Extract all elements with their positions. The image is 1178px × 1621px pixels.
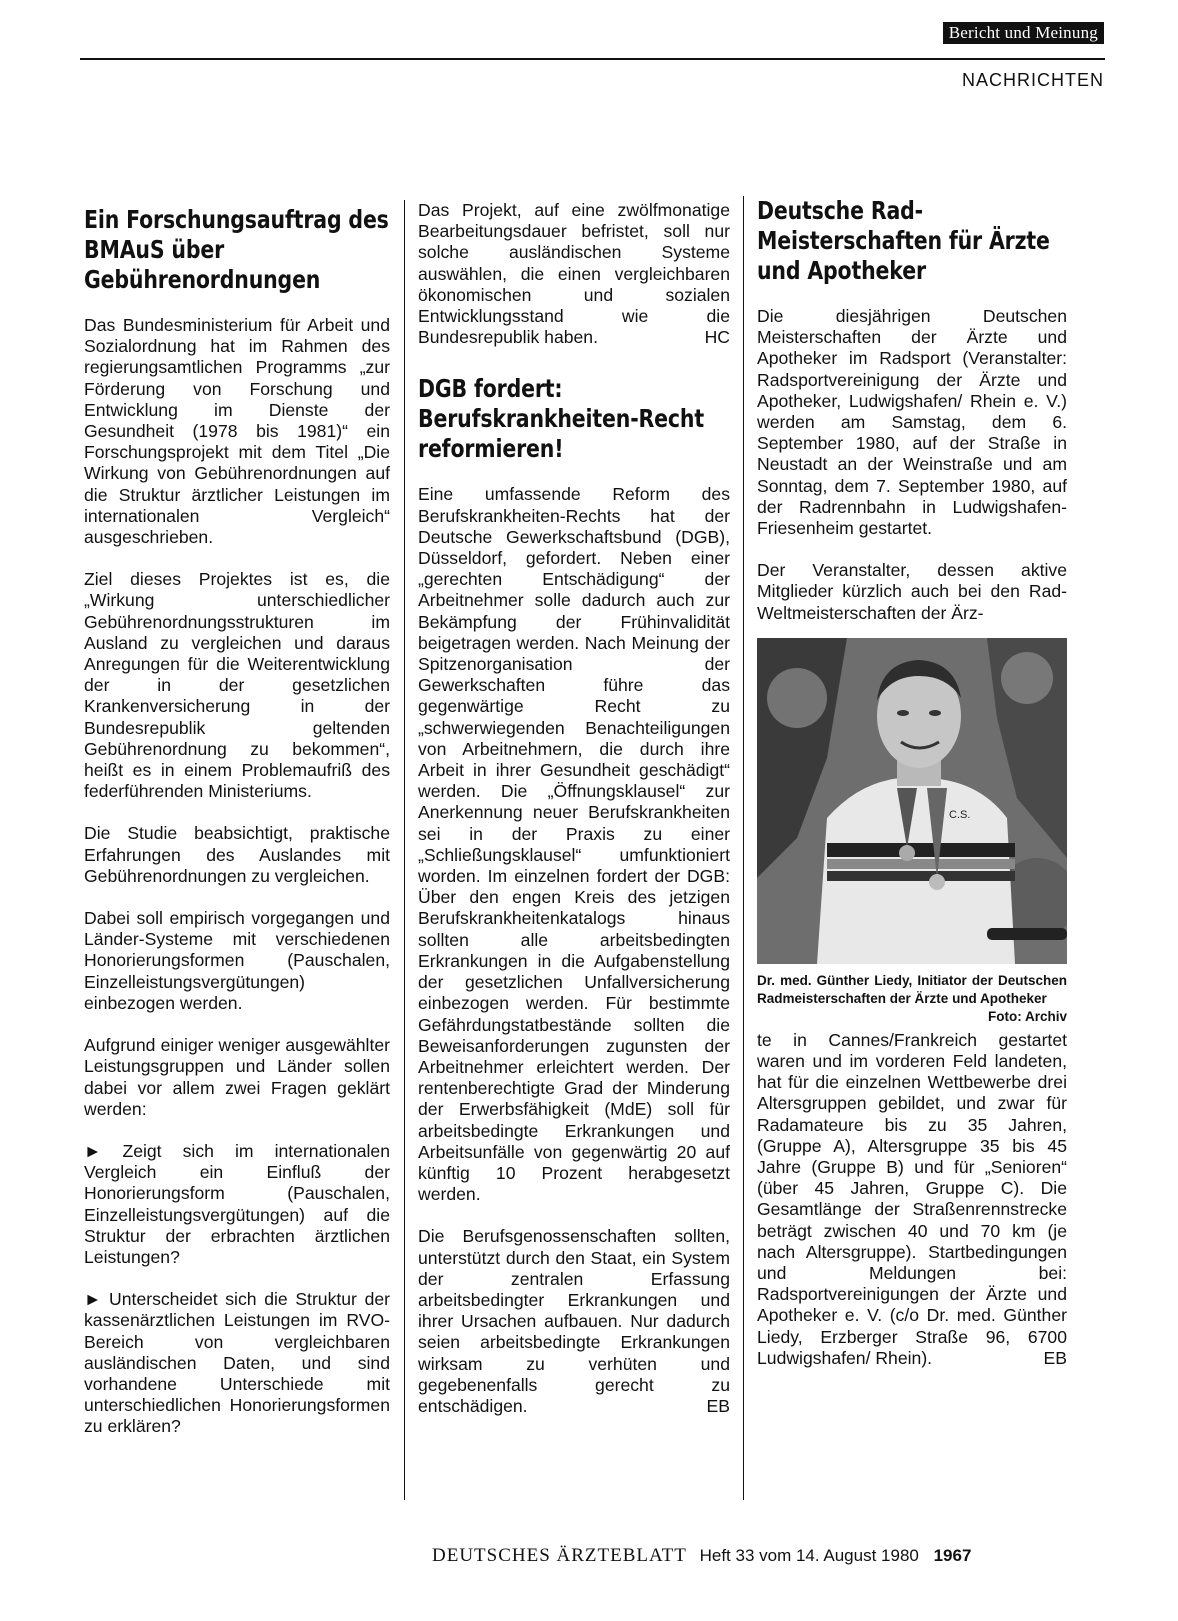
article1-continuation [418, 200, 730, 348]
article3-author: EB [1043, 1347, 1067, 1368]
top-rule [80, 58, 1105, 60]
article1-paragraph: Aufgrund einiger weniger ausgewählter Leistungsgruppen und Länder sollen dabei vor allem zwei Fragen geklärt werden: [84, 1035, 390, 1119]
article2-paragraph [418, 1226, 730, 1417]
photo-caption [757, 972, 1067, 1024]
page-footer [432, 1545, 971, 1567]
article3-continuation-text: te in Cannes/Frankreich gestartet waren und im vorderen Feld landeten, hat für die einzelnen Wettbewerbe drei Altersgruppen gebildet, und zwar für Radamateure bis zu 35 Jahren, (Gruppe A), Altersgruppe 35 bis 45 Jahre (Gruppe B) und für „Senioren“ (über 45 Jahren, Gruppe C). Die Gesamtlänge der Straßenrennstrecke beträgt zwischen 40 und 70 km (je nach Altersgruppe). Startbedingungen und Meldungen bei: Radsportvereinigungen der Ärzte und Apotheker e. V. (c/o Dr. med. Günther Liedy, Erzberger Straße 96, 6700 Ludwigshafen/ Rhein). [757, 1029, 1067, 1368]
issue-info: Heft 33 vom 14. August 1980 [699, 1546, 919, 1565]
article3-title: Deutsche Rad-Meisterschaften für Ärzte und Apotheker [757, 196, 1050, 285]
column-middle [418, 200, 730, 1417]
article1-title: Ein Forschungsauftrag des BMAuS über Gebührenordnungen [84, 205, 389, 294]
column-right [757, 196, 1067, 1369]
article3-continuation [757, 1030, 1067, 1369]
column-divider-2 [743, 196, 744, 1500]
section-badge: Bericht und Meinung [943, 22, 1104, 44]
article2-paragraph-text: Die Berufsgenossenschaften sollten, unterstützt durch den Staat, ein System der zentralen Erfassung arbeitsbedingter Erkrankungen und ihrer Ursachen aufbauen. Nur dadurch seien arbeitsbedingte Erkrankungen wirksam zu verhüten und gegebenenfalls gerecht zu entschädigen. [418, 1226, 730, 1416]
article2-author: EB [706, 1395, 730, 1416]
journal-name: DEUTSCHES ÄRZTEBLATT [432, 1545, 687, 1566]
photo-credit: Foto: Archiv [988, 1008, 1067, 1024]
article2-paragraph: Eine umfassende Reform des Berufskrankheiten-Rechts hat der Deutsche Gewerkschaftsbund (DGB), Düsseldorf, gefordert. Neben einer „gerechten Entschädigung“ der Arbeitnehmer solle dadurch auch zur Bekämpfung der Frühinvalidität beigetragen werden. Nach Meinung der Spitzenorganisation der Gewerkschaften führe das gegenwärtige Recht zu „schwerwiegenden Benachteiligungen von Arbeitnehmern, die durch ihre Arbeit in ihrer Gesundheit geschädigt“ werden. Die „Öffnungsklausel“ zur Anerkennung neuer Berufskrankheiten sei in der Praxis zu einer „Schließungsklausel“ umfunktioniert worden. Im einzelnen fordert der DGB: Über den engen Kreis des jetzigen Berufskrankheitenkatalogs hinaus sollten alle arbeitsbedingten Erkrankungen in die Aufgabenstellung der gesetzlichen Unfallversicherung einbezogen werden. Für bestimmte Gefährdungstatbestände sollten die Beweisanforderungen zugunsten der Arbeitnehmer erleichtert werden. Der rentenberechtigte Grad der Minderung der Erwerbsfähigkeit (MdE) soll für arbeitsbedingte Erkrankungen und Arbeitsunfälle von gegenwärtig 20 auf künftig 10 Prozent herabgesetzt werden. [418, 484, 730, 1205]
rubric-label: NACHRICHTEN [961, 70, 1104, 90]
article1-author: HC [704, 327, 730, 348]
article1-paragraph: Das Bundesministerium für Arbeit und Sozialordnung hat im Rahmen des regierungsamtlichen Programms „zur Förderung von Forschung und Entwicklung im Dienste der Gesundheit (1978 bis 1981)“ ein Forschungsprojekt mit dem Titel „Die Wirkung von Gebührenordnungen auf die Struktur ärztlicher Leistungen im internationalen Vergleich“ ausgeschrieben. [84, 315, 390, 548]
column-divider-1 [404, 200, 405, 1500]
jersey-lettering: C.S. [949, 808, 971, 821]
article2-title: DGB fordert: Berufskrankheiten-Recht reformieren! [418, 374, 704, 464]
article1-paragraph: Dabei soll empirisch vorgegangen und Länder-Systeme mit verschiedenen Honorierungsformen (Pauschalen, Einzelleistungsvergütungen) einbezogen werden. [84, 908, 390, 1013]
photo-illustration [757, 638, 1067, 964]
portrait-photo [757, 638, 1067, 964]
page-number: 1967 [933, 1546, 972, 1565]
article1-question: ► Unterscheidet sich die Struktur der kassenärztlichen Leistungen im RVO-Bereich von vergleichbaren ausländischen Daten, und sind vorhandene Unterschiede mit unterschiedlichen Honorierungsformen zu erklären? [84, 1289, 390, 1437]
article1-paragraph: Die Studie beabsichtigt, praktische Erfahrungen des Auslandes mit Gebührenordnungen zu vergleichen. [84, 823, 390, 886]
article3-paragraph: Der Veranstalter, dessen aktive Mitglieder kürzlich auch bei den Rad-Weltmeisterschaften der Ärz- [757, 560, 1067, 623]
article1-paragraph: Ziel dieses Projektes ist es, die „Wirkung unterschiedlicher Gebührenordnungsstrukturen im Ausland zu vergleichen und daraus Anregungen für die Weiterentwicklung der in der gesetzlichen Krankenversicherung in der Bundesrepublik geltenden Gebührenordnung zu bekommen“, heißt es in einem Problemaufriß des federführenden Ministeriums. [84, 569, 390, 802]
article1-question: ► Zeigt sich im internationalen Vergleich ein Einfluß der Honorierungsform (Pauschalen, Einzelleistungsvergütungen) auf die Struktur der erbrachten ärztlichen Leistungen? [84, 1140, 390, 1267]
photo-caption-text: Dr. med. Günther Liedy, Initiator der Deutschen Radmeisterschaften der Ärzte und Apotheker [757, 972, 1067, 1006]
column-left [84, 205, 390, 1438]
article3-paragraph: Die diesjährigen Deutschen Meisterschaften der Ärzte und Apotheker im Radsport (Veranstalter: Radsportvereinigung der Ärzte und Apotheker, Ludwigshafen/ Rhein e. V.) werden am Samstag, dem 6. September 1980, auf der Straße in Neustadt an der Weinstraße und am Sonntag, dem 7. September 1980, auf der Radrennbahn in Ludwigshafen-Friesenheim gestartet. [757, 306, 1067, 539]
article1-continuation-text: Das Projekt, auf eine zwölfmonatige Bearbeitungsdauer befristet, soll nur solche ausländischen Systeme auswählen, die einen vergleichbaren ökonomischen und sozialen Entwicklungsstand wie die Bundesrepublik haben. [418, 200, 730, 348]
